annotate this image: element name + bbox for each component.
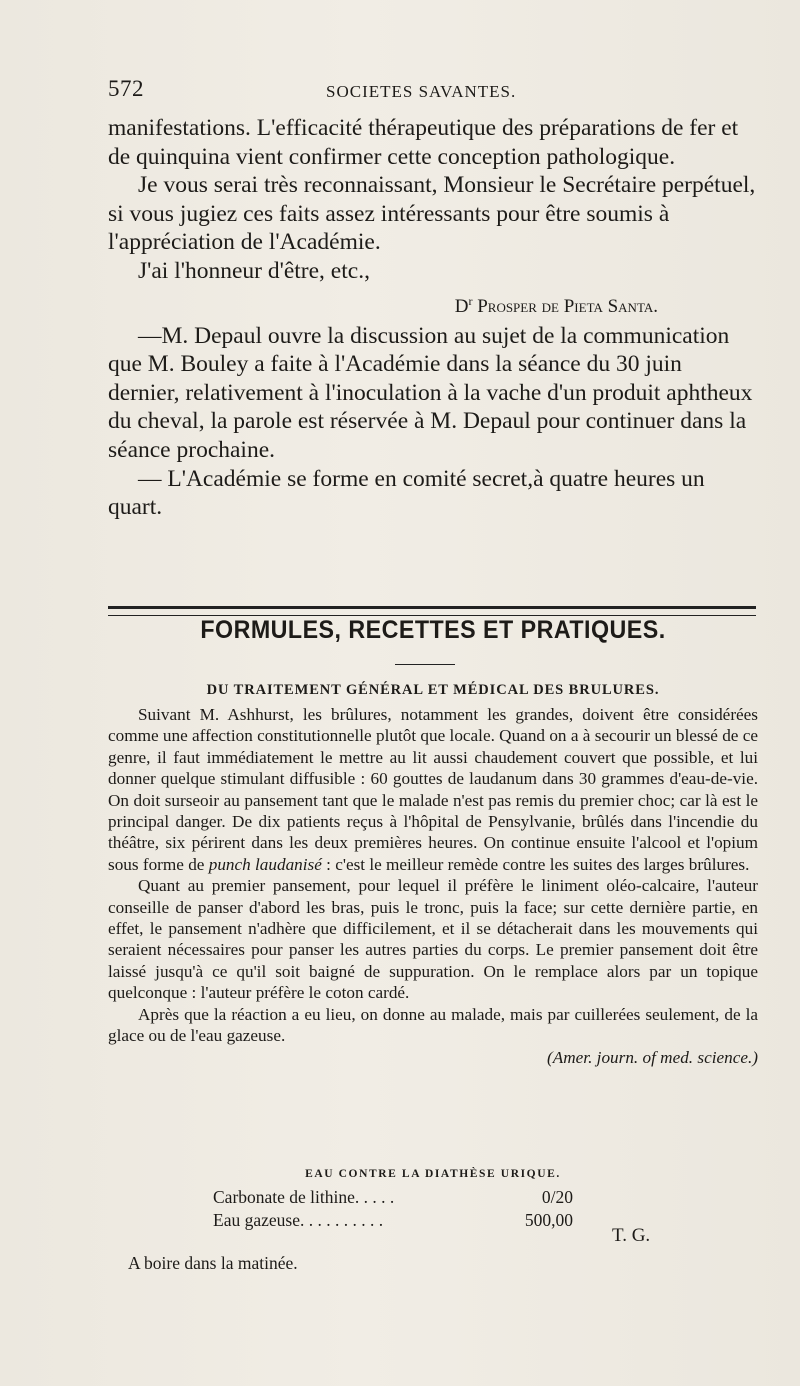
paragraph: —M. Depaul ouvre la discussion au sujet de la communication que M. Bouley a faite à l'Académie dans la séance du 30 juin dernier, relativement à l'inoculation à la vache d'un produit aphtheux du cheval, la parole est réservée à M. Depaul pour continuer dans la séance prochaine. — [108, 322, 753, 463]
paragraph — [108, 704, 758, 875]
page-number: 572 — [108, 76, 144, 101]
signature-name: Prosper de Pieta Santa. — [477, 295, 658, 317]
paragraph: Quant au premier pansement, pour lequel il préfère le liniment oléo-calcaire, l'auteur conseille de panser d'abord les bras, puis le tronc, puis la face; sur cette dernière partie, en effet, le pansement n'adhère que difficilement, et il se détacherait dans les mouvements qui seraient nécessaires pour panser les autres parties du corps. Le premier pansement doit être laissé jusqu'à ce qu'il soit baigné de suppuration. On le remplace alors par un topique quelconque : l'auteur préfère le coton cardé. — [108, 876, 758, 1003]
citation: (Amer. journ. of med. science.) — [547, 1047, 758, 1067]
short-divider — [395, 664, 455, 665]
text-run: : c'est le meilleur remède contre les suites des larges brûlures. — [321, 854, 750, 874]
signature — [108, 286, 758, 322]
formula-heading: EAU CONTRE LA DIATHÈSE URIQUE. — [305, 1168, 561, 1180]
letter-text — [108, 114, 758, 522]
section-title: FORMULES, RECETTES ET PRATIQUES. — [200, 616, 666, 644]
italic-term: punch laudanisé — [208, 854, 322, 874]
ingredient-quantity: 500,00 — [524, 1210, 573, 1230]
article-body — [108, 704, 758, 1068]
signature-title: D — [454, 295, 469, 317]
paragraph: Après que la réaction a eu lieu, on donne au malade, mais par cuillerées seulement, de la glace ou de l'eau gazeuse. — [108, 1004, 758, 1046]
article-title: DU TRAITEMENT GÉNÉRAL ET MÉDICAL DES BRULURES. — [206, 682, 660, 698]
page-header — [108, 76, 758, 106]
paragraph: Je vous serai très reconnaissant, Monsieur le Secrétaire perpétuel, si vous jugiez ces faits assez intéressants pour être soumis à l'appréciation de l'Académie. — [108, 172, 756, 256]
dosage-instruction: A boire dans la matinée. — [128, 1253, 298, 1273]
ingredient-name: Eau gazeuse. . . . . . . . . . — [213, 1210, 384, 1230]
signature-title-sup: r — [468, 293, 473, 308]
ingredient-name: Carbonate de lithine. . . . . — [213, 1187, 395, 1207]
running-head: SOCIETES SAVANTES. — [326, 82, 517, 101]
paragraph: manifestations. L'efficacité thérapeutique des préparations de fer et de quinquina vient confirmer cette conception pathologique. — [108, 115, 739, 170]
ingredient-quantity: 0/20 — [541, 1187, 573, 1207]
paragraph: J'ai l'honneur d'être, etc., — [138, 257, 370, 284]
section-divider — [108, 606, 756, 616]
paragraph: — L'Académie se forme en comité secret,à quatre heures un quart. — [108, 465, 705, 521]
formula-item — [213, 1187, 573, 1208]
text-run: Suivant M. Ashhurst, les brûlures, notamment les grandes, doivent être considérées comme une affection constitutionnelle plutôt que locale. Quand on a à secourir un blessé de ce genre, il faut immédiatement le mettre au lit aussi chaudement couvert que possible, et lui donner quelque stimulant diffusible : 60 gouttes de laudanum dans 30 grammes d'eau-de-vie. On doit surseoir au pansement tant que le malade n'est pas remis du premier choc; car là est le principal danger. De dix patients reçus à l'hôpital de Pensylvanie, brûlés dans l'incendie du théâtre, six périrent dans les deux premières heures. On continue ensuite l'alcool et l'opium sous forme de — [108, 705, 758, 874]
formula-item — [213, 1210, 573, 1231]
author-initials: T. G. — [612, 1225, 651, 1246]
